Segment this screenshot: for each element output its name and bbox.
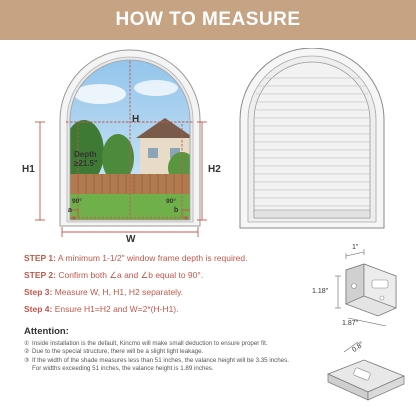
header-banner — [0, 0, 416, 40]
valance-clip-diagram — [318, 338, 412, 408]
label-angle-b: 90° — [166, 198, 176, 205]
label-h1: H1 — [22, 164, 35, 175]
attention-notes — [24, 340, 310, 373]
step-4: Step 4: Ensure H1=H2 and W=2*(H-H1). — [24, 304, 179, 314]
label-w: W — [126, 234, 136, 245]
note-3-cont: For widths exceeding 51 inches, the valance height is 1.89 inches. — [32, 364, 214, 372]
label-h: H — [132, 114, 140, 125]
arched-shade-illustration — [238, 48, 398, 234]
note-3: ③ If the width of the shade measures less than 51 inches, the valance height will be 3.35 inches. — [24, 356, 289, 364]
note-1: ① Inside installation is the default, Kincmo will make small deduction to ensure proper fit. — [24, 340, 268, 347]
arched-window-illustration — [22, 48, 232, 244]
steps-list — [24, 250, 314, 318]
dim-angle: 0.8" — [351, 341, 366, 354]
label-depth-value: ≥21.5" — [74, 159, 98, 168]
step-1: STEP 1: A minimum 1-1/2" window frame depth is required. — [24, 253, 248, 263]
note-2: ② Due to the special structure, there will be a slight light leakage. — [24, 348, 204, 356]
label-a: a — [68, 207, 72, 214]
label-b: b — [174, 207, 179, 214]
page-title: HOW TO MEASURE — [115, 9, 301, 30]
window-diagram — [22, 48, 232, 244]
step-2: STEP 2: Confirm both ∠a and ∠b equal to 90°. — [24, 270, 204, 280]
label-depth: Depth — [74, 150, 97, 159]
label-h2: H2 — [208, 164, 221, 175]
attention-title: Attention: — [24, 326, 69, 337]
dim-side: 1.18" — [312, 288, 329, 295]
dim-top: 1" — [352, 244, 359, 251]
shade-diagram — [238, 48, 398, 234]
dim-bottom: 1.87" — [342, 320, 359, 327]
bracket-diagram — [312, 246, 412, 330]
valance-clip-illustration — [318, 338, 412, 408]
step-3: Step 3: Measure W, H, H1, H2 separately. — [24, 287, 184, 297]
label-angle-a: 90° — [72, 198, 82, 205]
